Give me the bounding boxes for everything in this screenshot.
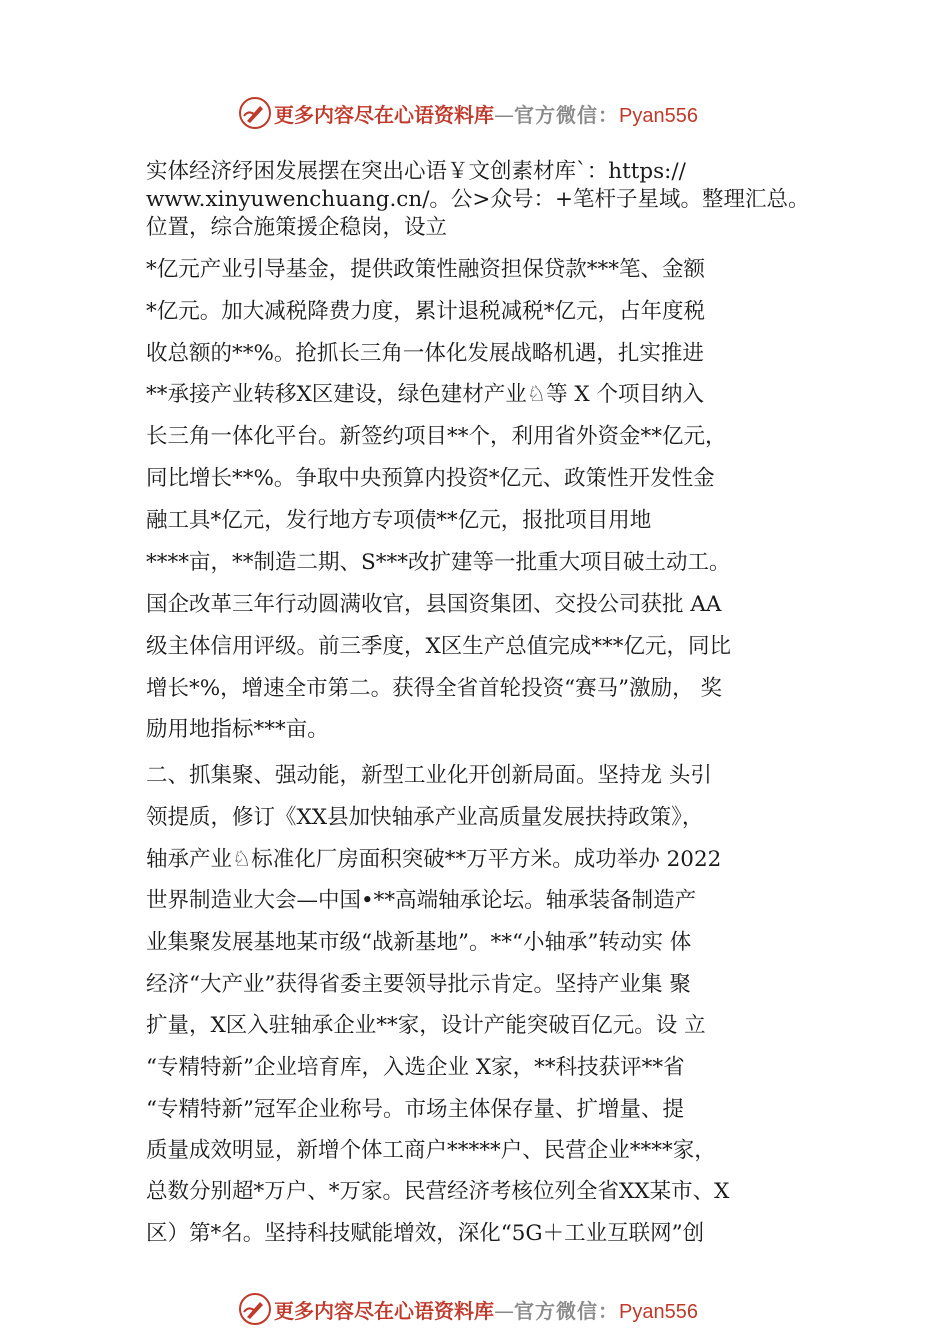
banner-wechat-id: Pyan556 [619,105,698,127]
banner-dash: — [494,103,514,127]
banner-title: 更多内容尽在心语资料库 [274,103,494,127]
body-line: 二、抓集聚、强动能，新型工业化开创新局面。坚持龙 头引 [146,763,712,788]
footer-banner [0,1288,950,1328]
body-line: *亿元。加大减税降费力度，累计退税减税*亿元，占年度税 [146,299,706,324]
body-line: 区）第*名。坚持科技赋能增效，深化“5G＋工业互联网”创 [146,1221,705,1246]
watermark-line: 实体经济纾困发展摆在突出心语￥文创素材库`：https:// [146,159,686,184]
body-line: 轴承产业♘标准化厂房面积突破**万平方米。成功举办 2022 [146,847,722,872]
body-line: *亿元产业引导基金，提供政策性融资担保贷款***笔、金额 [146,257,706,282]
banner-wechat-id: Pyan556 [619,1301,698,1323]
body-line: **承接产业转移X区建设，绿色建材产业♘等 X 个项目纳入 [146,382,705,407]
body-line: 国企改革三年行动圆满收官，县国资集团、交投公司获批 AA [146,592,722,617]
body-line: 扩量，X区入驻轴承企业**家，设计产能突破百亿元。设 立 [146,1013,706,1038]
body-line: “专精特新”企业培育库，入选企业 X家，**科技获评**省 [146,1055,685,1080]
body-line: 领提质，修订《XX县加快轴承产业高质量发展扶持政策》， [146,805,704,830]
banner-label: 官方微信： [514,103,619,127]
watermark-line: www.xinyuwenchuang.cn/。公>众号：+笔杆子星域。整理汇总。 [146,187,810,212]
header-banner [0,92,950,132]
footer-banner-text [274,1295,698,1324]
body-line: 收总额的**%。抢抓长三角一体化发展战略机遇，扎实推进 [146,341,704,366]
body-line: 质量成效明显，新增个体工商户*****户、民营企业****家， [146,1138,716,1163]
body-line: 励用地指标***亩。 [146,717,329,742]
banner-title: 更多内容尽在心语资料库 [274,1299,494,1323]
body-line: 同比增长**%。争取中央预算内投资*亿元、政策性开发性金 [146,466,715,491]
body-line: 世界制造业大会—中国•**高端轴承论坛。轴承装备制造产 [146,888,697,913]
body-line: 融工具*亿元，发行地方专项债**亿元，报批项目用地 [146,508,652,533]
pen-logo-icon [238,96,272,130]
body-line: 增长*%，增速全市第二。获得全省首轮投资“赛马”激励， 奖 [146,676,722,701]
body-line: “专精特新”冠军企业称号。市场主体保存量、扩增量、提 [146,1097,684,1122]
watermark-line: 位置，综合施策援企稳岗，设立 [146,215,448,240]
pen-logo-icon [238,1292,272,1326]
body-line: 业集聚发展基地某市级“战新基地”。**“小轴承”转动实 体 [146,930,692,955]
header-banner-text [274,99,698,128]
body-line: 经济“大产业”获得省委主要领导批示肯定。坚持产业集 聚 [146,972,691,997]
body-line: 总数分别超*万户、*万家。民营经济考核位列全省XX某市、X [146,1179,730,1204]
body-line: 长三角一体化平台。新签约项目**个，利用省外资金**亿元， [146,424,727,449]
body-line: 级主体信用评级。前三季度，X区生产总值完成***亿元，同比 [146,634,732,659]
banner-dash: — [494,1299,514,1323]
body-line: ****亩，**制造二期、S***改扩建等一批重大项目破土动工。 [146,550,731,575]
banner-label: 官方微信： [514,1299,619,1323]
